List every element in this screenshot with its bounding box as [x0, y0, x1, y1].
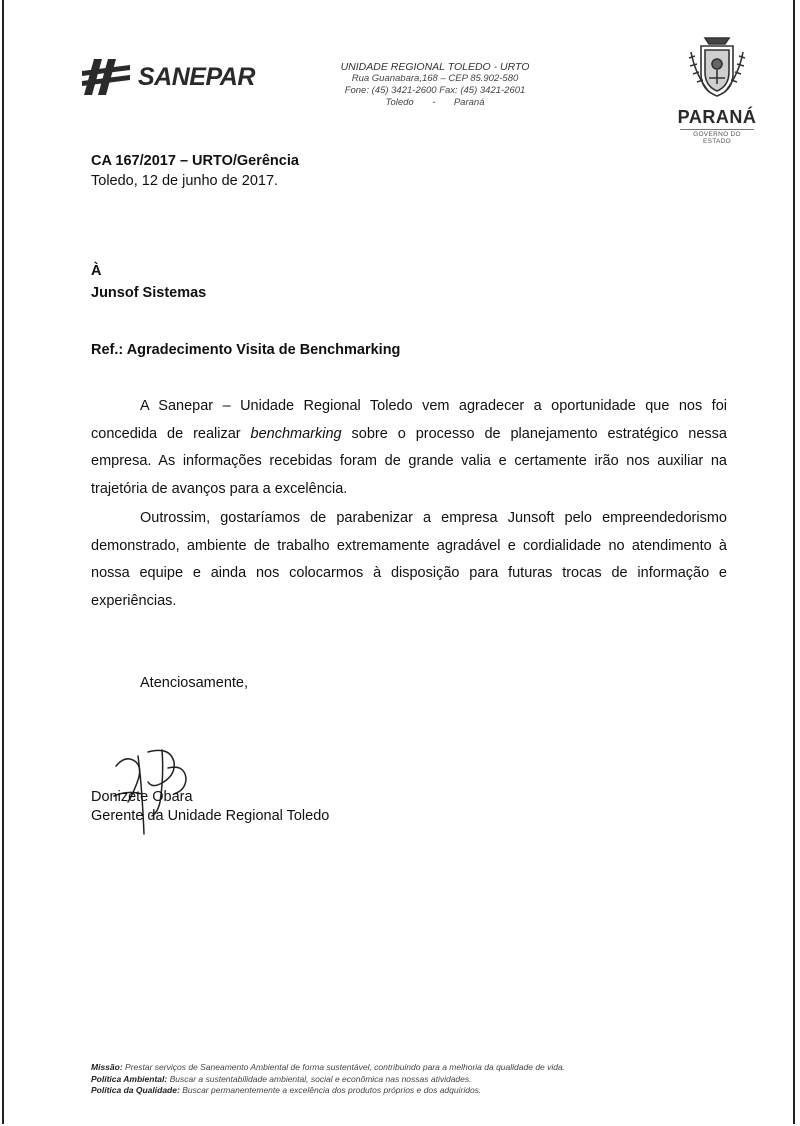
seal-subtitle: GOVERNO DO ESTADO	[680, 129, 754, 145]
footer	[91, 1062, 731, 1097]
quality-policy-text: Buscar permanentemente a excelência dos produtos próprios e dos adquiridos.	[182, 1085, 482, 1095]
address-line: Rua Guanabara,168 – CEP 85.902-580	[351, 73, 519, 84]
city-state-line	[315, 97, 555, 109]
env-policy-label: Política Ambiental:	[91, 1073, 168, 1084]
state: Paraná	[453, 97, 485, 108]
mission-label: Missão:	[91, 1062, 123, 1072]
sanepar-emblem-icon	[80, 55, 132, 99]
header-address-block	[315, 61, 555, 109]
signer-name: Donizete Obara	[91, 789, 193, 805]
city: Toledo	[385, 97, 414, 108]
phone-fax-line: Fone: (45) 3421-2600 Fax: (45) 3421-2601	[344, 85, 526, 96]
paragraph1-part2: sobre o processo de planejamento estratégico nessa empresa. As informações recebidas foram de grande valia e certamente irão nos auxiliar na trajetória de avanços para a excelência.	[91, 425, 727, 497]
place-date: Toledo, 12 de junho de 2017.	[91, 173, 279, 189]
seal-title: PARANÁ	[677, 107, 757, 127]
signer-title: Gerente da Unidade Regional Toledo	[91, 808, 330, 824]
footer-mission	[91, 1062, 731, 1074]
parana-seal	[672, 34, 762, 145]
logo-text: SANEPAR	[138, 62, 255, 91]
footer-env-policy	[91, 1074, 731, 1086]
sanepar-logo	[80, 55, 255, 99]
closing: Atenciosamente,	[140, 675, 249, 691]
reference-number: CA 167/2017 – URTO/Gerência	[91, 153, 299, 169]
body-paragraph-1	[91, 393, 727, 503]
quality-policy-label: Política da Qualidade:	[91, 1085, 180, 1095]
recipient-name: Junsof Sistemas	[91, 285, 207, 301]
footer-quality-policy	[91, 1085, 731, 1097]
to-prefix: À	[91, 263, 102, 279]
city-separator: -	[432, 97, 436, 108]
mission-text: Prestar serviços de Saneamento Ambiental de forma sustentável, contribuindo para a melhoria da qualidade de vida.	[125, 1062, 566, 1072]
coat-of-arms-icon	[687, 34, 747, 102]
env-policy-text: Buscar a sustentabilidade ambiental, social e econômica nas nossas atividades.	[169, 1073, 472, 1084]
body-paragraph-2: Outrossim, gostaríamos de parabenizar a empresa Junsoft pelo empreendedorismo demonstrado, ambiente de trabalho extremamente agradável e cordialidade no atendimento à nossa equipe e ainda nos colocarmos à disposição para futuras trocas de informação e experiências.	[91, 510, 727, 609]
subject-line: Ref.: Agradecimento Visita de Benchmarking	[91, 342, 401, 358]
paragraph1-emphasis: benchmarking	[250, 425, 342, 442]
unit-name: UNIDADE REGIONAL TOLEDO - URTO	[340, 61, 530, 73]
paragraph1-part1: A Sanepar – Unidade Regional Toledo vem agradecer a oportunidade que nos foi concedida de realizar	[91, 398, 727, 442]
